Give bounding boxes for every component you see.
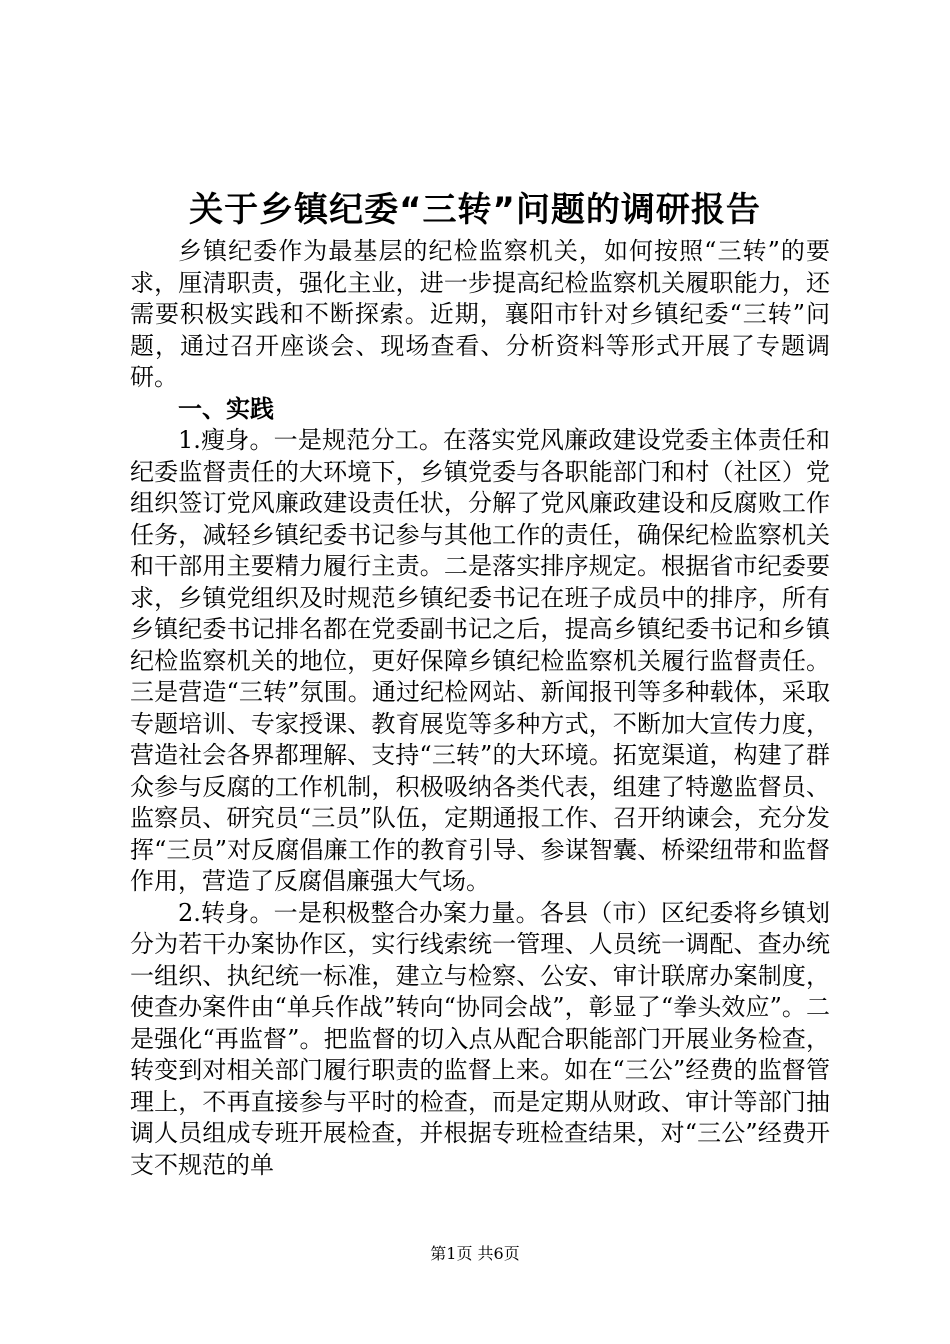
page-number-footer: 第1页 共6页 <box>430 1244 520 1263</box>
intro-paragraph: 乡镇纪委作为最基层的纪检监察机关，如何按照“三转”的要求，厘清职责，强化主业，进一步提高纪检监察机关履职能力，还需要积极实践和不断探索。近期，襄阳市针对乡镇纪委“三转”问题，通过召开座谈会、现场查看、分析资料等形式开展了专题调研。 <box>130 237 830 391</box>
document-title: 关于乡镇纪委“三转”问题的调研报告 <box>189 190 761 230</box>
paragraph-transformation: 2.转身。一是积极整合办案力量。各县（市）区纪委将乡镇划分为若干办案协作区，实行线索统一管理、人员统一调配、查办统一组织、执纪统一标准，建立与检察、公安、审计联席办案制度，使查办案件由“单兵作战”转向“协同会战”，彰显了“拳头效应”。二是强化“再监督”。把监督的切入点从配合职能部门开展业务检查，转变到对相关部门履行职责的监督上来。如在“三公”经费的监督管理上，不再直接参与平时的检查，而是定期从财政、审计等部门抽调人员组成专班开展检查，并根据专班检查结果，对“三公”经费开支不规范的单 <box>130 898 830 1179</box>
paragraph-slimming: 1.瘦身。一是规范分工。在落实党风廉政建设党委主体责任和纪委监督责任的大环境下，乡镇党委与各职能部门和村（社区）党组织签订党风廉政建设责任状，分解了党风廉政建设和反腐败工作任务，减轻乡镇纪委书记参与其他工作的责任，确保纪检监察机关和干部用主要精力履行主责。二是落实排序规定。根据省市纪委要求，乡镇党组织及时规范乡镇纪委书记在班子成员中的排序，所有乡镇纪委书记排名都在党委副书记之后，提高乡镇纪委书记和乡镇纪检监察机关的地位，更好保障乡镇纪检监察机关履行监督责任。三是营造“三转”氛围。通过纪检网站、新闻报刊等多种载体，采取专题培训、专家授课、教育展览等多种方式，不断加大宣传力度，营造社会各界都理解、支持“三转”的大环境。拓宽渠道，构建了群众参与反腐的工作机制，积极吸纳各类代表，组建了特邀监督员、监察员、研究员“三员”队伍，定期通报工作、召开纳谏会，充分发挥“三员”对反腐倡廉工作的教育引导、参谋智囊、桥梁纽带和监督作用，营造了反腐倡廉强大气场。 <box>130 426 830 895</box>
section-heading: 一、实践 <box>178 394 274 423</box>
document-body <box>130 236 830 1181</box>
